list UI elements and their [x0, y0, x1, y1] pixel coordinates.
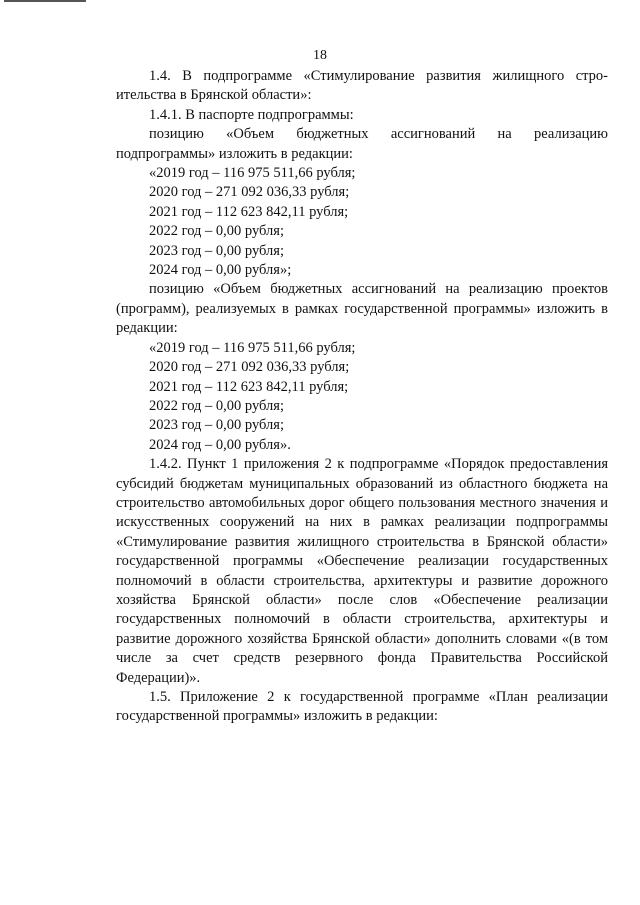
paragraph: 2022 год – 0,00 рубля; [149, 397, 284, 414]
paragraph: 2021 год – 112 623 842,11 рубля; [149, 378, 349, 395]
paragraph: 2024 год – 0,00 рубля». [149, 436, 291, 453]
paragraph: «2019 год – 116 975 511,66 рубля; [149, 165, 356, 182]
paragraph: «2019 год – 116 975 511,66 рубля; [149, 339, 356, 356]
paragraph: 2020 год – 271 092 036,33 рубля; [149, 359, 350, 376]
paragraph: подпрограммы» изложить в редакции: [116, 145, 353, 162]
paragraph: 1.5. Приложение 2 к государственной программе «План реализации государственной программы» изложить в редакции: [116, 689, 608, 725]
paragraph: 2020 год – 271 092 036,33 рубля; [149, 184, 350, 201]
paragraph: позицию «Объем бюджетных ассигнований на реализацию проектов (программ), реализуемых в рамках государственной программы» изложить в редакции: [116, 281, 608, 337]
page-number: 18 [313, 48, 327, 63]
paragraph: 1.4.2. Пункт 1 приложения 2 к подпрограмме «Порядок предоставления субсидий бюджетам муниципальных образований из областного бюджета на строительство автомобильных дорог общего пользования местного значения и искусственных сооружений на них в рамках реализации подпрограммы «Стимулирование развития жилищного строительства в Брянской области» государственной программы «Обеспечение реализации государственных полномочий в области строительства, архитектуры и развитие дорожного хозяйства Брянской области» после слов «Обеспечение реализации государственных полномочий в области строительства, архитектуры и развитие дорожного хозяйства Брянской области» дополнить словами «(в том числе за счет средств резервного фонда Правительства Российской Федерации)». [116, 456, 608, 686]
paragraph: 2022 год – 0,00 рубля; [149, 223, 284, 240]
paragraph: позицию «Объем бюджетных ассигнований на реализацию [149, 126, 608, 143]
paragraph: ительства в Брянской области»: [116, 87, 312, 104]
document-body [116, 67, 608, 727]
paragraph: 2021 год – 112 623 842,11 рубля; [149, 203, 349, 220]
top-edge-line [4, 0, 86, 2]
paragraph: 2023 год – 0,00 рубля; [149, 242, 284, 259]
paragraph: 1.4. В подпрограмме «Стимулирование развития жилищного стро- [149, 68, 608, 84]
paragraph: 2023 год – 0,00 рубля; [149, 417, 284, 434]
paragraph: 1.4.1. В паспорте подпрограммы: [149, 106, 354, 123]
paragraph: 2024 год – 0,00 рубля»; [149, 262, 292, 279]
